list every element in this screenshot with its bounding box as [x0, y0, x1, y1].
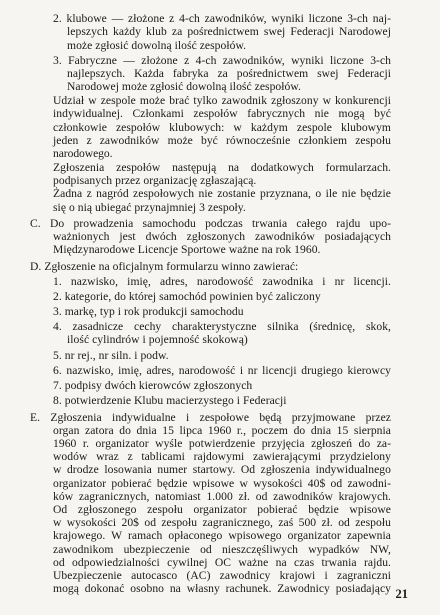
text-line: Żadna z nagród zespołowych nie zostanie przyznana, o ile nie będzie: [53, 187, 391, 200]
text-line: ilość cylindrów i pojemność skokową): [67, 333, 248, 346]
text-line: E. Zgłoszenia indywidualne i zespołowe będą przyjmowane przez: [30, 411, 391, 424]
text-line: 3. Fabryczne — złożone z 4-ch zawodników, wyniki liczone 3-ch: [53, 54, 391, 67]
text-line: Zgłoszenia zespołów następują na dodatkowych formularzach.: [53, 161, 391, 174]
text-line: ków zagranicznych, natomiast 1.000 zł. od zawodników krajowych.: [53, 490, 391, 503]
text-line: wodów wraz z tablicami rajdowymi zawierającymi przydzielony: [53, 450, 391, 463]
text-line: C. Do prowadzenia samochodu podczas trwania całego rajdu upo-: [30, 217, 391, 230]
text-line: 2. kategorie, do której samochód powinien być zaliczony: [53, 290, 321, 303]
text-line: 7. podpisy dwóch kierowców zgłoszonych: [53, 379, 253, 392]
text-line: 6. nazwisko, imię, adres, narodowość i nr licencji drugiego kierowcy: [53, 364, 391, 377]
text-line: członkowie zespołów klubowych: w każdym zespole klubowym: [53, 121, 391, 134]
text-line: narodowego.: [53, 147, 113, 160]
text-line: 3. markę, typ i rok produkcji samochodu: [53, 305, 244, 318]
text-line: może zgłosić dowolną ilość zespołów.: [67, 39, 247, 52]
text-line: organ zatora do dnia 15 lipca 1960 r., poczem do dnia 15 sierpnia: [53, 424, 391, 437]
text-line: mogą dokonać osobno na własny rachunek. Zawodnicy posiadający: [53, 582, 391, 595]
text-line: ważnionych jest dwóch zgłoszonych zawodników posiadających: [53, 230, 391, 243]
text-line: najlepszych. Każda fabryka za pośrednictwem swej Federacji: [67, 67, 391, 80]
text-line: w drodze losowania numer startowy. Od zgłoszenia indywidualnego: [53, 463, 391, 476]
text-line: od odpowiedzialności cywilnej OC ważne na czas trwania rajdu.: [53, 556, 391, 569]
page-number: 21: [395, 587, 408, 601]
text-line: Narodowej może zgłosić dowolną ilość zespołów.: [67, 80, 302, 93]
text-line: Ubezpieczenie autocasco (AC) zawodnicy krajowi i zagraniczni: [53, 569, 391, 582]
text-line: krajowego. W ramach opłaconego wpisowego organizator zapewnia: [53, 529, 391, 542]
text-line: podpisanych przez organizację zgłaszającą.: [53, 174, 257, 187]
text-line: 5. nr rej., nr siln. i podw.: [53, 349, 169, 362]
text-line: jeden z zawodników może być równocześnie członkiem zespołu: [53, 134, 391, 147]
text-line: D. Zgłoszenie na oficjalnym formularzu winno zawierać:: [30, 260, 299, 273]
text-line: zawodnikom ubezpieczenie od nieszczęśliwych wypadków NW,: [53, 543, 391, 556]
text-line: Udział w zespole może brać tylko zawodnik zgłoszony w konkurencji: [53, 94, 391, 107]
text-line: organizator pobierać będzie wpisowe w wysokości 40$ od zawodni-: [53, 477, 391, 490]
text-line: Międzynarodowe Licencje Sportowe ważne na rok 1960.: [53, 243, 321, 256]
text-line: 1. nazwisko, imię, adres, narodowość zawodnika i nr licencji.: [53, 275, 391, 288]
text-line: się o nią ubiegać przynajmniej 3 zespoły.: [53, 201, 246, 214]
text-line: Od zgłoszonego zespołu organizator pobierać będzie wpisowe: [53, 503, 391, 516]
text-line: 2. klubowe — złożone z 4-ch zawodników, wyniki liczone 3-ch naj-: [53, 12, 391, 25]
text-line: 8. potwierdzenie Klubu macierzystego i Federacji: [53, 394, 287, 407]
text-line: 1960 r. organizator wyśle potwierdzenie przyjęcia zgłoszeń do za-: [53, 437, 391, 450]
text-line: indywidualnej. Członkami zespołów fabrycznych nie mogą być: [53, 107, 391, 120]
text-line: 4. zasadnicze cechy charakterystyczne silnika (średnicę, skok,: [53, 320, 391, 333]
text-line: lepszych każdy klub za pośrednictwem swej Federacji Narodowej: [67, 25, 391, 38]
text-line: w wysokości 20$ od zespołu zagranicznego, zaś 500 zł. od zespołu: [53, 516, 391, 529]
